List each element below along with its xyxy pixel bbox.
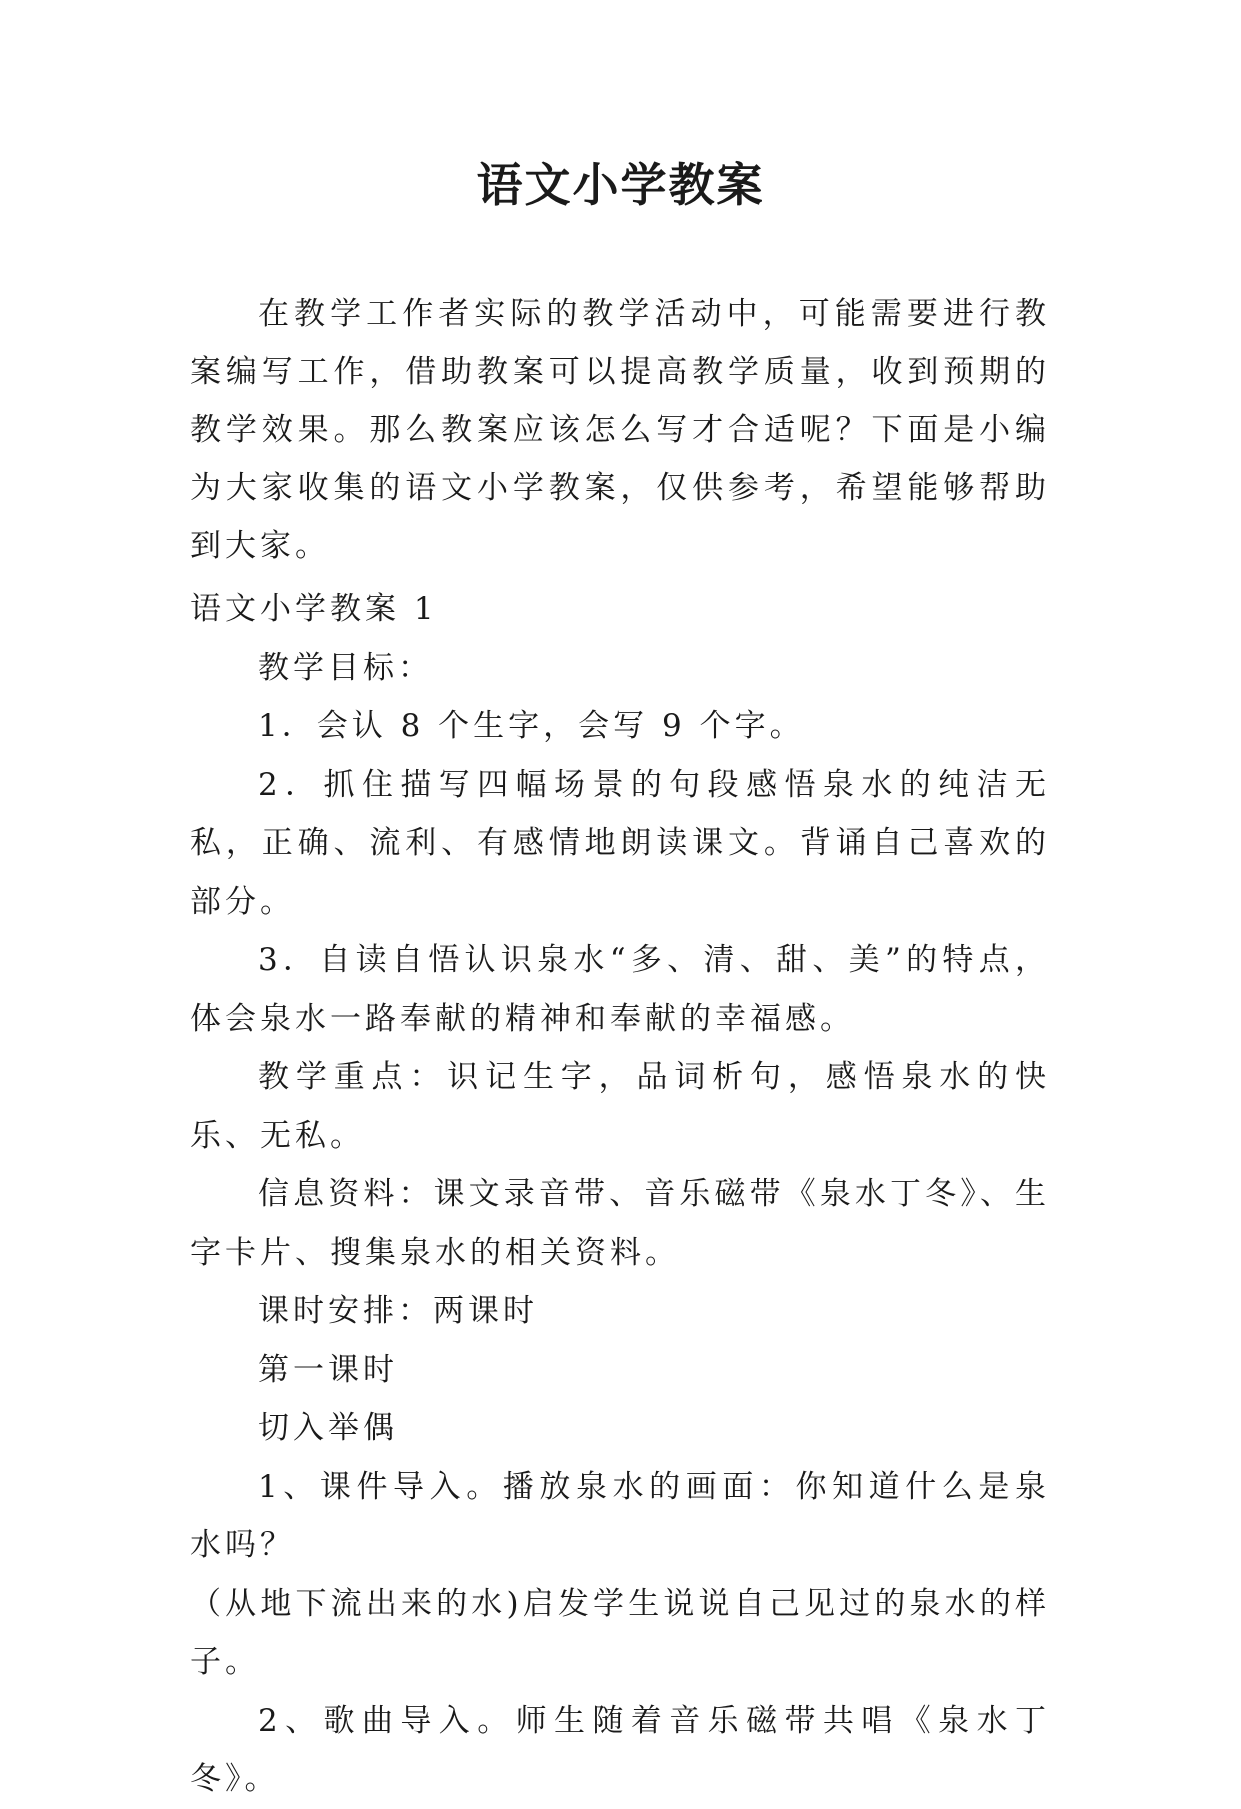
step-1-continued: （从地下流出来的水)启发学生说说自己见过的泉水的样子。 xyxy=(190,1585,1050,1680)
intro-examples-heading: 切入举偶 xyxy=(258,1410,398,1446)
first-lesson-heading: 第一课时 xyxy=(258,1351,398,1388)
goal-item-1: 1．会认 8 个生字，会写 9 个字。 xyxy=(258,708,805,744)
materials: 信息资料：课文录音带、音乐磁带《泉水丁冬》、生字卡片、搜集泉水的相关资料。 xyxy=(190,1176,1050,1271)
lesson-plan-body xyxy=(190,580,1050,1809)
goal-item-3: 3．自读自悟认识泉水“多、清、甜、美”的特点，体会泉水一路奉献的精神和奉献的幸福感。 xyxy=(190,942,1050,1037)
step-1: 1、课件导入。播放泉水的画面：你知道什么是泉水吗？ xyxy=(190,1468,1050,1563)
step-2: 2、歌曲导入。师生随着音乐磁带共唱《泉水丁冬》。 xyxy=(190,1702,1050,1797)
section-heading: 语文小学教案 1 xyxy=(190,591,438,627)
goal-item-2: 2．抓住描写四幅场景的句段感悟泉水的纯洁无私，正确、流利、有感情地朗读课文。背诵自己喜欢的部分。 xyxy=(190,766,1050,920)
teaching-goals-label: 教学目标： xyxy=(258,649,433,686)
teaching-focus: 教学重点：识记生字，品词析句，感悟泉水的快乐、无私。 xyxy=(190,1059,1050,1154)
schedule: 课时安排：两课时 xyxy=(258,1293,538,1329)
page-title: 语文小学教案 xyxy=(476,158,765,212)
intro-paragraph: 在教学工作者实际的教学活动中，可能需要进行教案编写工作，借助教案可以提高教学质量，收到预期的教学效果。那么教案应该怎么写才合适呢？下面是小编为大家收集的语文小学教案，仅供参考，希望能够帮助到大家。 xyxy=(190,296,1050,564)
